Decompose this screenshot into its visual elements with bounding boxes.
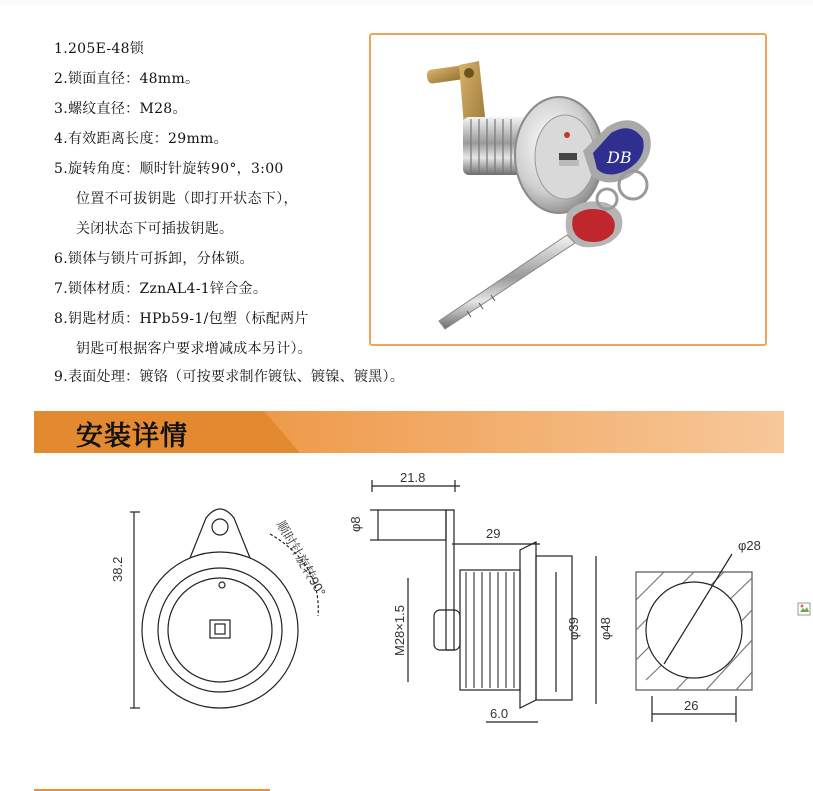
spec-item-2: 2.锁面直径：48mm。	[54, 71, 200, 87]
spec-item-3: 3.螺纹直径：M28。	[54, 101, 187, 117]
red-key	[439, 189, 622, 329]
technical-drawing	[0, 460, 813, 760]
dim-bottom: 6.0	[490, 706, 509, 721]
dim-hole: φ28	[738, 538, 761, 553]
spec-item-5: 5.旋转角度：顺时针旋转90°，3:00	[54, 161, 284, 177]
panel-cutout-view	[636, 554, 752, 722]
product-photo	[369, 33, 767, 346]
spec-item-9: 9.表面处理：镀铬（可按要求制作镀钛、镀镍、镀黑）。	[54, 369, 405, 385]
spec-item-8-line2: 钥匙可根据客户要求增减成本另计）。	[76, 341, 313, 357]
spec-item-5-line2: 位置不可拔钥匙（即打开状态下），	[76, 191, 298, 207]
broken-image-icon	[797, 601, 813, 617]
dim-tab: φ8	[348, 516, 363, 532]
spec-item-7: 7.锁体材质：ZznAL4-1锌合金。	[54, 281, 268, 297]
lock-illustration	[371, 35, 765, 344]
dim-length: 29	[486, 526, 501, 541]
spec-list	[54, 34, 384, 364]
dim-top-width: 21.8	[400, 470, 426, 485]
dim-thread: M28×1.5	[392, 605, 407, 656]
side-view	[370, 480, 596, 722]
dim-height: 38.2	[110, 556, 125, 582]
spec-item-6: 6.锁体与锁片可拆卸，分体锁。	[54, 251, 254, 267]
key-logo-text: DB	[607, 148, 632, 167]
rotation-note: 顺时针旋转90°	[273, 518, 329, 599]
spec-item-4: 4.有效距离长度：29mm。	[54, 131, 228, 147]
spec-item-1: 1.205E-48锁	[54, 41, 145, 57]
spec-item-5-line3: 关闭状态下可插拔钥匙。	[76, 221, 234, 237]
dim-outer: φ48	[598, 617, 613, 640]
section-title: 安装详情	[76, 421, 188, 452]
spec-item-8: 8.钥匙材质：HPb59-1/包塑（标配两片	[54, 311, 309, 327]
top-strip	[0, 0, 813, 6]
dim-hole-width: 26	[684, 698, 699, 713]
dim-inner: φ39	[566, 617, 581, 640]
